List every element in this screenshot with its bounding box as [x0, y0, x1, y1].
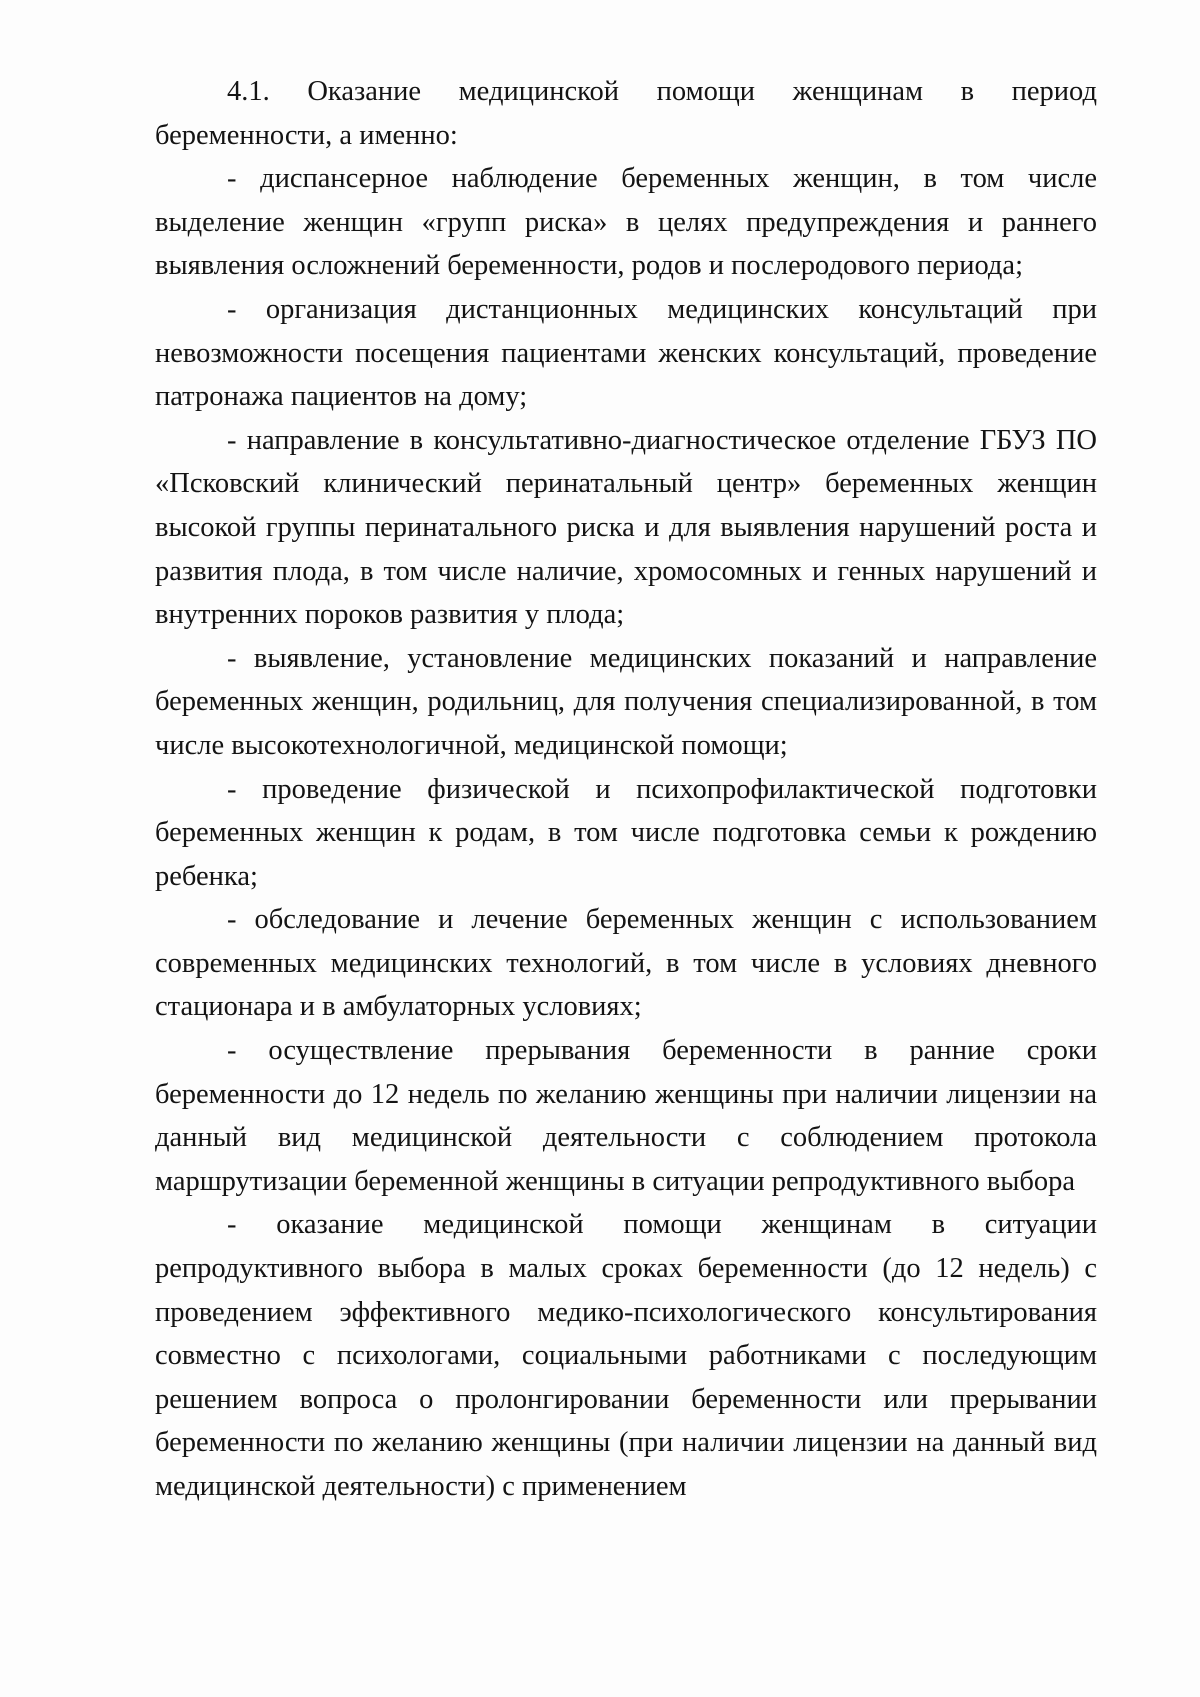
section-heading-4-1: 4.1. Оказание медицинской помощи женщинам в период беременности, а именно: [155, 76, 1097, 151]
list-item-perinatal-center-referral: - направление в консультативно-диагностическое отделение ГБУЗ ПО «Псковский клинический перинатальный центр» беременных женщин высокой группы перинатального риска и для выявления нарушений роста и развития плода, в том числе наличие, хромосомных и генных нарушений и внутренних пороков развития у плода; [155, 424, 1097, 631]
list-item-examination-treatment: - обследование и лечение беременных женщин с использованием современных медицинских технологий, в том числе в условиях дневного стационара и в амбулаторных условиях; [155, 904, 1097, 1023]
list-item-dispensary-observation: - диспансерное наблюдение беременных женщин, в том числе выделение женщин «групп риска» в целях предупреждения и раннего выявления осложнений беременности, родов и послеродового периода; [155, 163, 1097, 282]
document-body [155, 70, 1097, 1509]
list-item-childbirth-preparation: - проведение физической и психопрофилактической подготовки беременных женщин к родам, в том числе подготовка семьи к рождению ребенка; [155, 773, 1097, 892]
list-item-pregnancy-termination: - осуществление прерывания беременности в ранние сроки беременности до 12 недель по желанию женщины при наличии лицензии на данный вид медицинской деятельности с соблюдением протокола маршрутизации беременной женщины в ситуации репродуктивного выбора [155, 1035, 1097, 1197]
list-item-reproductive-choice-care: - оказание медицинской помощи женщинам в ситуации репродуктивного выбора в малых сроках беременности (до 12 недель) с проведением эффективного медико-психологического консультирования совместно с психологами, социальными работниками с последующим решением вопроса о пролонгировании беременности или прерывании беременности по желанию женщины (при наличии лицензии на данный вид медицинской деятельности) с применением [155, 1209, 1097, 1502]
list-item-remote-consultations: - организация дистанционных медицинских консультаций при невозможности посещения пациентами женских консультаций, проведение патронажа пациентов на дому; [155, 293, 1097, 413]
list-item-specialized-care-referral: - выявление, установление медицинских показаний и направление беременных женщин, родильниц, для получения специализированной, в том числе высокотехнологичной, медицинской помощи; [155, 642, 1097, 761]
